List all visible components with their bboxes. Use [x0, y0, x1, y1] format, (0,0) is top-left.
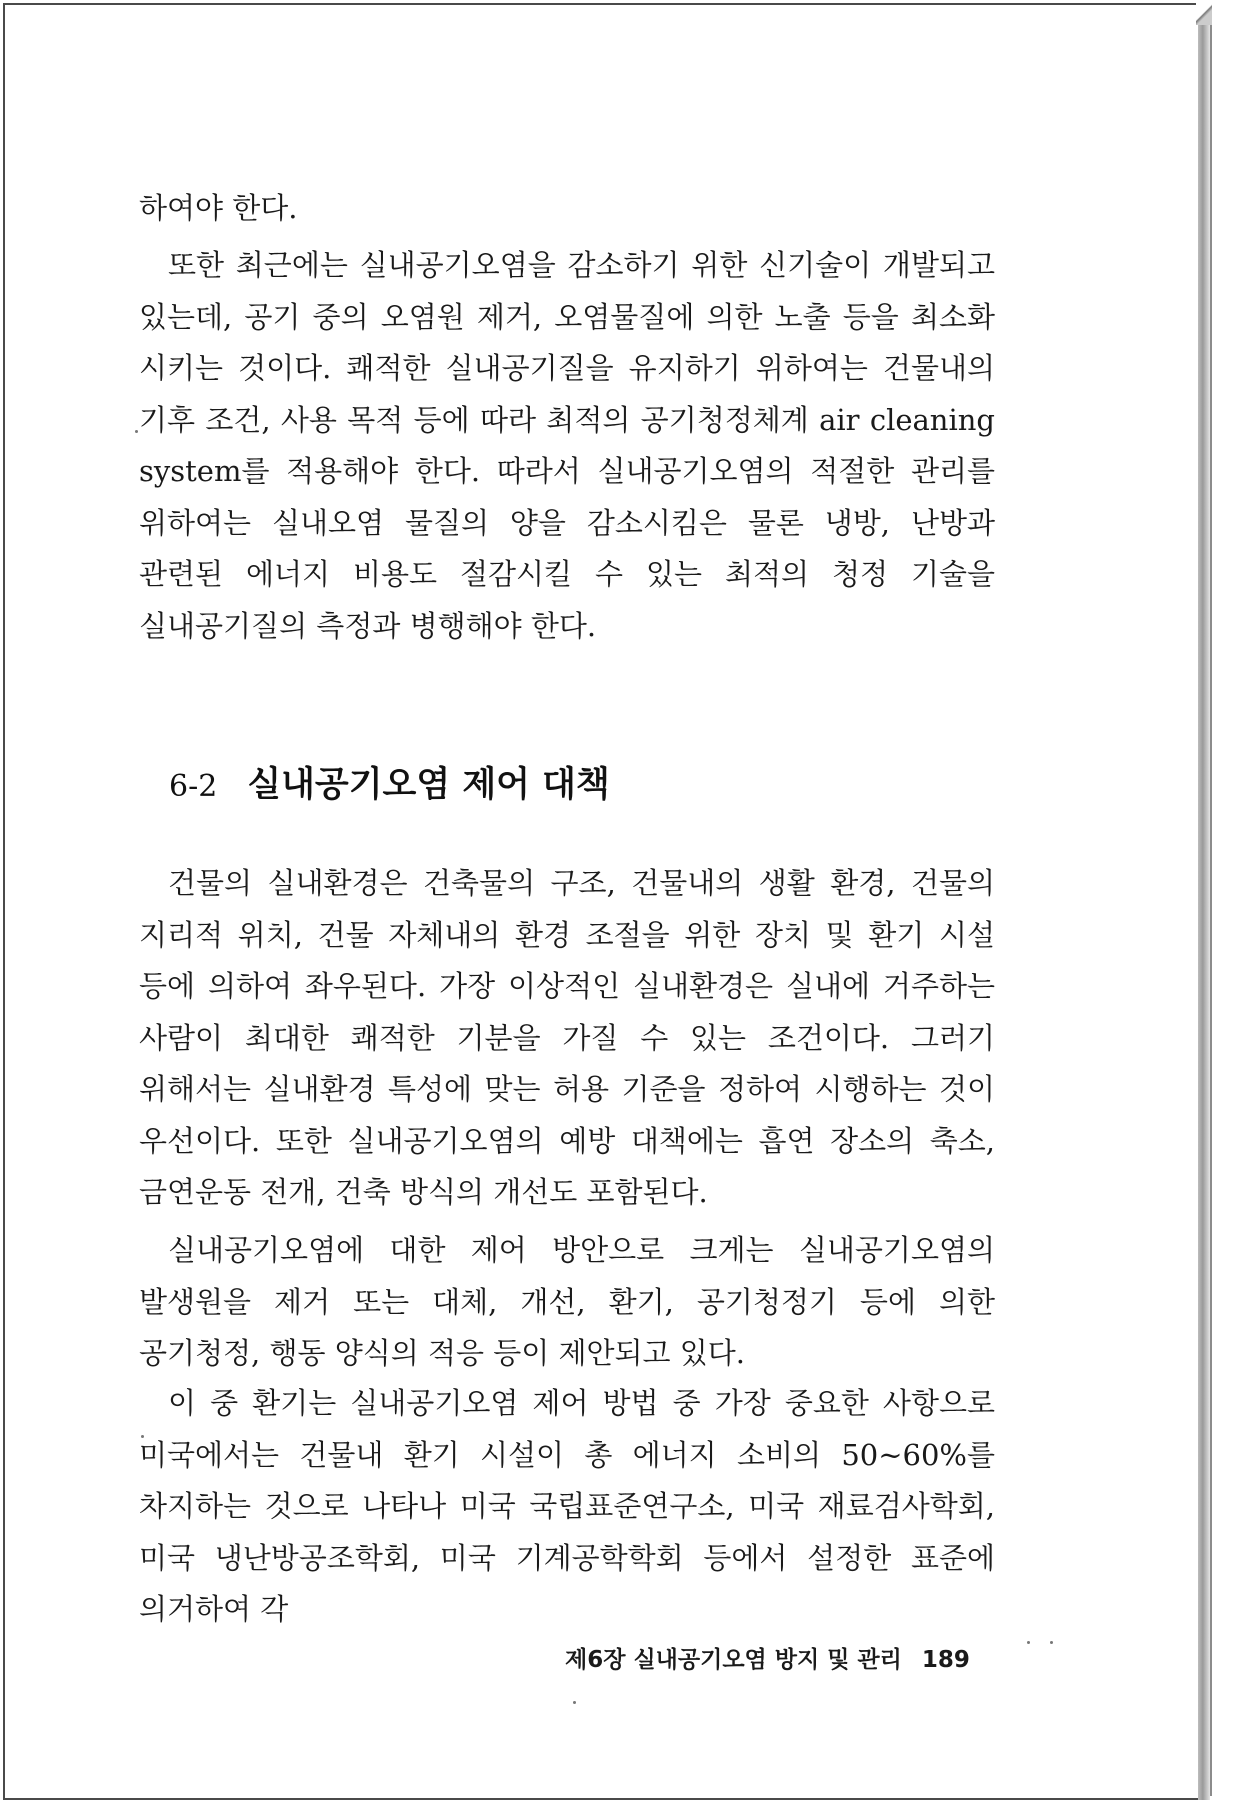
paragraph-ventilation: 이 중 환기는 실내공기오염 제어 방법 중 가장 중요한 사항으로 미국에서는 건물내 환기 시설이 총 에너지 소비의 50~60%를 차지하는 것으로 나타나 미국 국립표준연구소, 미국 재료검사학회, 미국 냉난방공조학회, 미국 기계공학학회 등에서 설정한 표준에 의거하여 각: [139, 1386, 995, 1626]
book-page: [3, 3, 1205, 1800]
footer-chapter-title: 제6장 실내공기오염 방지 및 관리: [565, 1647, 902, 1673]
scan-speck: [141, 1435, 144, 1438]
paragraph-air-cleaning: 또한 최근에는 실내공기오염을 감소하기 위한 신기술이 개발되고 있는데, 공기 중의 오염원 제거, 오염물질에 의한 노출 등을 최소화 시키는 것이다. 쾌적한 실내공기질을 유지하기 위하여는 건물내의 기후 조건, 사용 목적 등에 따라 최적의 공기청정체계 air cleaning system를 적용해야 한다. 따라서 실내공기오염의 적절한 관리를 위하여는 실내오염 물질의 양을 감소시킴은 물론 냉방, 난방과 관련된 에너지 비용도 절감시킬 수 있는 최적의 청정 기술을 실내공기질의 측정과 병행해야 한다.: [139, 248, 995, 643]
scan-speck: [573, 1701, 576, 1704]
scan-speck: [1027, 1641, 1030, 1644]
scan-speck: [135, 430, 138, 433]
page-edge-shadow: [1198, 3, 1210, 1800]
section-heading: [169, 757, 610, 807]
page-corner-fold: [1196, 3, 1212, 25]
section-number: 6-2: [169, 769, 218, 804]
paragraph-continuation: 하여야 한다.: [139, 191, 298, 225]
scan-speck: [1050, 1641, 1053, 1644]
paragraph-indoor-environment: 건물의 실내환경은 건축물의 구조, 건물내의 생활 환경, 건물의 지리적 위치, 건물 자체내의 환경 조절을 위한 장치 및 환기 시설 등에 의하여 좌우된다. 가장 이상적인 실내환경은 실내에 거주하는 사람이 최대한 쾌적한 기분을 가질 수 있는 조건이다. 그러기 위해서는 실내환경 특성에 맞는 허용 기준을 정하여 시행하는 것이 우선이다. 또한 실내공기오염의 예방 대책에는 흡연 장소의 축소, 금연운동 전개, 건축 방식의 개선도 포함된다.: [139, 866, 995, 1209]
page-number: 189: [921, 1647, 970, 1673]
page-edge-line: [1210, 10, 1212, 1796]
paragraph-control-measures: 실내공기오염에 대한 제어 방안으로 크게는 실내공기오염의 발생원을 제거 또는 대체, 개선, 환기, 공기청정기 등에 의한 공기청정, 행동 양식의 적응 등이 제안되고 있다.: [139, 1233, 995, 1370]
section-title: 실내공기오염 제어 대책: [247, 764, 610, 805]
running-footer: [565, 1641, 970, 1674]
